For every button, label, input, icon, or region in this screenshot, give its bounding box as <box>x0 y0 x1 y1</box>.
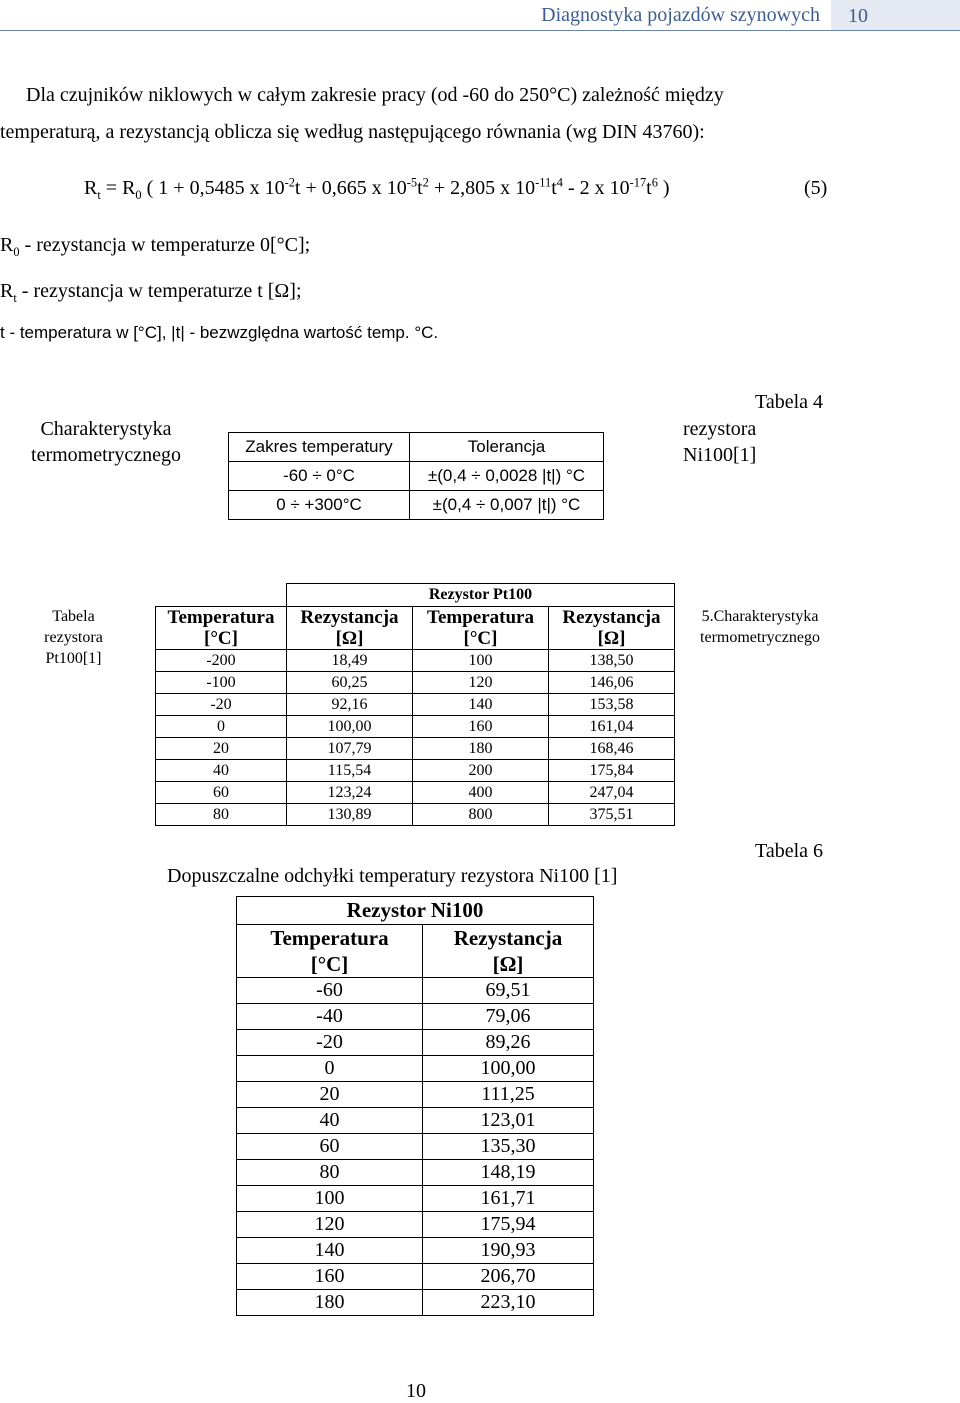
table-row <box>229 491 604 520</box>
table-cell: 400 <box>413 782 549 804</box>
table5-right-caption-line-1: 5.Charakterystyka <box>701 608 819 625</box>
table-cell: 168,46 <box>549 738 675 760</box>
table-cell: 375,51 <box>549 804 675 826</box>
table-cell: 69,51 <box>423 978 594 1004</box>
table-cell: 18,49 <box>287 650 413 672</box>
equation: $R_t = R_0$ ( 1 + 0,5485 x $10^{-2}t + 0,665$ x $10^{-5}t^2 + 2,805$ x $10^{-11}t^4 - 2$ x $10^{-17}t^6$ ) <box>84 175 670 202</box>
table-cell: 20 <box>156 738 287 760</box>
table-cell: 140 <box>413 694 549 716</box>
equation-number: (5) <box>804 177 828 199</box>
table-cell: 100,00 <box>423 1056 594 1082</box>
table-row <box>156 716 675 738</box>
table6-title: Rezystor Ni100 <box>237 897 594 925</box>
table5-left-caption-line-2: rezystora <box>44 629 103 646</box>
table-row <box>237 1056 594 1082</box>
table-cell: 161,71 <box>423 1186 594 1212</box>
table4-header-row <box>229 433 604 462</box>
table-cell: 140 <box>237 1238 423 1264</box>
table-cell: 120 <box>237 1212 423 1238</box>
table-row <box>156 738 675 760</box>
table-row <box>237 1160 594 1186</box>
table6-header-cell: Rezystancja [Ω] <box>423 925 594 978</box>
table-cell: 160 <box>413 716 549 738</box>
table5-title-row <box>156 584 675 607</box>
table-row <box>156 804 675 826</box>
table5-left-caption-line-3: Pt100[1] <box>45 650 102 667</box>
table-row <box>156 694 675 716</box>
table5-left-caption <box>26 606 121 669</box>
table4-right-caption-line-1: rezystora <box>683 418 757 440</box>
table-cell: -200 <box>156 650 287 672</box>
table-cell: 100 <box>237 1186 423 1212</box>
header-page-number: 10 <box>831 0 960 30</box>
table-cell: 40 <box>156 760 287 782</box>
table-cell: 138,50 <box>549 650 675 672</box>
table-cell: 247,04 <box>549 782 675 804</box>
table-cell: 60 <box>237 1134 423 1160</box>
table-cell: 175,94 <box>423 1212 594 1238</box>
table5-title: Rezystor Pt100 <box>287 584 675 607</box>
table-cell: 161,04 <box>549 716 675 738</box>
table-cell: 130,89 <box>287 804 413 826</box>
table-cell: 153,58 <box>549 694 675 716</box>
running-header-title: Diagnostyka pojazdów szynowych <box>541 4 820 26</box>
table4-right-caption-line-2: Ni100[1] <box>683 444 757 466</box>
table5-header-row <box>156 607 675 650</box>
table-row <box>237 1082 594 1108</box>
table6-title-row <box>237 897 594 925</box>
definition-t: t - temperatura w [°C], |t| - bezwzględna wartość temp. °C. <box>0 323 439 342</box>
table6-header-row <box>237 925 594 978</box>
intro-line-2: temperaturą, a rezystancją oblicza się według następującego równania (wg DIN 43760): <box>0 121 705 143</box>
table-row <box>156 782 675 804</box>
table-cell: 111,25 <box>423 1082 594 1108</box>
table-cell: 180 <box>237 1290 423 1316</box>
table-row <box>237 1212 594 1238</box>
table-cell: 175,84 <box>549 760 675 782</box>
definition-r0: $R_0$ - rezystancja w temperaturze 0[°C]; <box>0 234 311 259</box>
table-cell: 20 <box>237 1082 423 1108</box>
table-cell: 0 ÷ +300°C <box>229 491 410 520</box>
table-cell: 135,30 <box>423 1134 594 1160</box>
table-row <box>237 1290 594 1316</box>
table-cell: 800 <box>413 804 549 826</box>
table-row <box>229 462 604 491</box>
table4-left-caption-line-2: termometrycznego <box>31 444 181 466</box>
table-cell: 223,10 <box>423 1290 594 1316</box>
table-cell: 60 <box>156 782 287 804</box>
table-row <box>156 672 675 694</box>
table4-header-cell: Zakres temperatury <box>229 433 410 462</box>
table4-right-caption <box>683 416 756 468</box>
table-row <box>237 1264 594 1290</box>
table-cell: 0 <box>156 716 287 738</box>
table-row <box>237 1004 594 1030</box>
table4-label: Tabela 4 <box>755 391 824 413</box>
table-cell: 160 <box>237 1264 423 1290</box>
table-cell: 100 <box>413 650 549 672</box>
header-rule <box>0 30 960 31</box>
table-row <box>156 760 675 782</box>
table-cell: 200 <box>413 760 549 782</box>
table-cell: 190,93 <box>423 1238 594 1264</box>
table4-tolerance <box>228 432 604 520</box>
table-cell: 107,79 <box>287 738 413 760</box>
table-cell: 123,24 <box>287 782 413 804</box>
table-cell: ±(0,4 ÷ 0,007 |t|) °C <box>410 491 604 520</box>
table6-header-cell: Temperatura [°C] <box>237 925 423 978</box>
table-cell: ±(0,4 ÷ 0,0028 |t|) °C <box>410 462 604 491</box>
table-cell: 120 <box>413 672 549 694</box>
table-row <box>237 1186 594 1212</box>
table5-right-caption-line-2: termometrycznego <box>700 629 820 646</box>
table-row <box>237 1108 594 1134</box>
table4-left-caption-line-1: Charakterystyka <box>40 418 172 440</box>
table-cell: -20 <box>156 694 287 716</box>
table-cell: 92,16 <box>287 694 413 716</box>
table-row <box>237 978 594 1004</box>
table-row <box>237 1238 594 1264</box>
table4-left-caption <box>0 416 212 468</box>
table4-header-cell: Tolerancja <box>410 433 604 462</box>
table-cell: 115,54 <box>287 760 413 782</box>
table-cell: 148,19 <box>423 1160 594 1186</box>
table-cell: 180 <box>413 738 549 760</box>
table-cell: 206,70 <box>423 1264 594 1290</box>
table-row <box>156 650 675 672</box>
table5-header-cell: Rezystancja [Ω] <box>287 607 413 650</box>
table5-left-caption-line-1: Tabela <box>52 608 95 625</box>
table-cell: 80 <box>237 1160 423 1186</box>
table-cell: 89,26 <box>423 1030 594 1056</box>
table-cell: 123,01 <box>423 1108 594 1134</box>
table-cell: -100 <box>156 672 287 694</box>
table5-header-cell: Temperatura [°C] <box>413 607 549 650</box>
table-cell: 146,06 <box>549 672 675 694</box>
table5-header-cell: Rezystancja [Ω] <box>549 607 675 650</box>
table5-pt100 <box>155 583 675 826</box>
table-cell: 40 <box>237 1108 423 1134</box>
table-cell: 0 <box>237 1056 423 1082</box>
table6-ni100 <box>236 896 594 1316</box>
table-cell: -60 <box>237 978 423 1004</box>
table-cell: -60 ÷ 0°C <box>229 462 410 491</box>
table-cell: -20 <box>237 1030 423 1056</box>
table-cell: -40 <box>237 1004 423 1030</box>
table6-label: Tabela 6 <box>755 840 824 862</box>
table5-right-caption <box>686 606 834 648</box>
table-cell: 79,06 <box>423 1004 594 1030</box>
table5-header-cell: Temperatura [°C] <box>156 607 287 650</box>
table-cell: 80 <box>156 804 287 826</box>
footer-page-number: 10 <box>406 1380 426 1402</box>
table6-caption: Dopuszczalne odchyłki temperatury rezystora Ni100 [1] <box>167 865 618 887</box>
table-row <box>237 1030 594 1056</box>
table-cell: 100,00 <box>287 716 413 738</box>
table-row <box>237 1134 594 1160</box>
intro-line-1: Dla czujników niklowych w całym zakresie pracy (od -60 do 250°C) zależność między <box>26 84 724 106</box>
table-cell: 60,25 <box>287 672 413 694</box>
definition-rt: $R_t$ - rezystancja w temperaturze t [Ω]; <box>0 280 302 305</box>
